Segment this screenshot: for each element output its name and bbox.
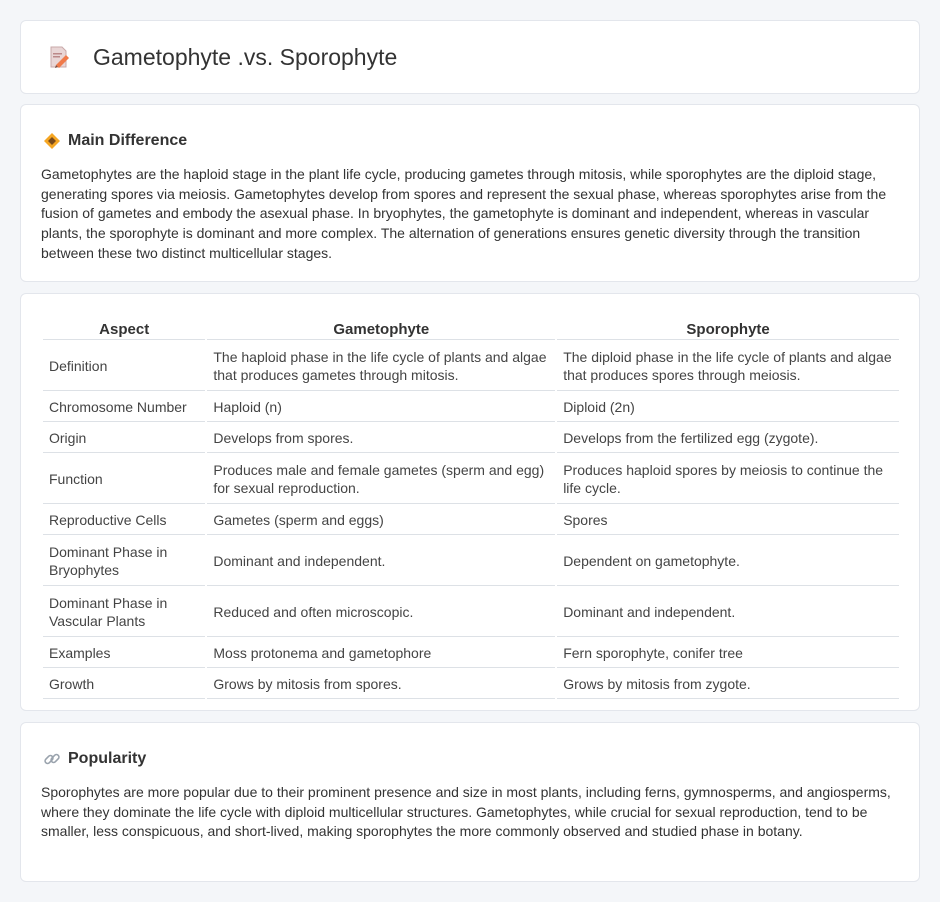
row-aspect: Reproductive Cells xyxy=(43,506,205,535)
row-sporophyte: Diploid (2n) xyxy=(557,393,899,422)
table-row xyxy=(43,506,899,535)
row-sporophyte: Dominant and independent. xyxy=(557,588,899,637)
row-sporophyte: Develops from the fertilized egg (zygote). xyxy=(557,424,899,453)
popularity-card xyxy=(20,722,920,882)
row-sporophyte: Fern sporophyte, conifer tree xyxy=(557,639,899,668)
row-gametophyte: Produces male and female gametes (sperm and egg) for sexual reproduction. xyxy=(207,455,555,504)
row-gametophyte: Haploid (n) xyxy=(207,393,555,422)
row-sporophyte: Spores xyxy=(557,506,899,535)
header-gametophyte: Gametophyte xyxy=(207,316,555,340)
comparison-table xyxy=(41,314,901,701)
row-aspect: Examples xyxy=(43,639,205,668)
link-icon xyxy=(43,750,61,768)
document-pencil-icon xyxy=(47,45,71,69)
row-aspect: Origin xyxy=(43,424,205,453)
row-aspect: Dominant Phase in Bryophytes xyxy=(43,537,205,586)
row-aspect: Dominant Phase in Vascular Plants xyxy=(43,588,205,637)
row-gametophyte: Grows by mitosis from spores. xyxy=(207,670,555,699)
row-aspect: Function xyxy=(43,455,205,504)
row-sporophyte: Produces haploid spores by meiosis to continue the life cycle. xyxy=(557,455,899,504)
table-row xyxy=(43,455,899,504)
row-sporophyte: Dependent on gametophyte. xyxy=(557,537,899,586)
row-gametophyte: Develops from spores. xyxy=(207,424,555,453)
popularity-text: Sporophytes are more popular due to their prominent presence and size in most plants, including ferns, gymnosperms, and angiosperms, where they dominate the life cycle with diploid multicellular structures. Gametophytes, while crucial for sexual reproduction, tend to be smaller, less conspicuous, and short-lived, making sporophytes the more commonly observed and studied phase in botany. xyxy=(41,784,891,840)
row-gametophyte: Moss protonema and gametophore xyxy=(207,639,555,668)
header-sporophyte: Sporophyte xyxy=(557,316,899,340)
main-difference-card xyxy=(20,104,920,282)
main-difference-text: Gametophytes are the haploid stage in the plant life cycle, producing gametes through mitosis, while sporophytes are the diploid stage, generating spores via meiosis. Gametophytes develop from spores and represent the sexual phase, whereas sporophytes arise from the fusion of gametes and embody the asexual phase. In bryophytes, the gametophyte is dominant and independent, whereas in vascular plants, the sporophyte is dominant and more complex. The alternation of generations ensures genetic diversity through the transition between these two distinct multicellular stages. xyxy=(41,166,887,261)
header-card xyxy=(20,20,920,94)
comparison-card xyxy=(20,293,920,711)
header-aspect: Aspect xyxy=(43,316,205,340)
row-aspect: Growth xyxy=(43,670,205,699)
table-row xyxy=(43,537,899,586)
diamond-icon xyxy=(43,132,61,150)
row-sporophyte: The diploid phase in the life cycle of plants and algae that produces spores through meiosis. xyxy=(557,342,899,391)
table-header-row xyxy=(43,316,899,340)
main-difference-title: Main Difference xyxy=(68,132,188,149)
popularity-title: Popularity xyxy=(68,750,147,767)
row-gametophyte: Dominant and independent. xyxy=(207,537,555,586)
table-row xyxy=(43,342,899,391)
row-aspect: Chromosome Number xyxy=(43,393,205,422)
table-row xyxy=(43,393,899,422)
table-row xyxy=(43,424,899,453)
row-gametophyte: Reduced and often microscopic. xyxy=(207,588,555,637)
table-row xyxy=(43,588,899,637)
table-row xyxy=(43,670,899,699)
row-aspect: Definition xyxy=(43,342,205,391)
row-gametophyte: The haploid phase in the life cycle of plants and algae that produces gametes through mitosis. xyxy=(207,342,555,391)
page-title: Gametophyte .vs. Sporophyte xyxy=(93,43,398,70)
row-sporophyte: Grows by mitosis from zygote. xyxy=(557,670,899,699)
row-gametophyte: Gametes (sperm and eggs) xyxy=(207,506,555,535)
table-row xyxy=(43,639,899,668)
